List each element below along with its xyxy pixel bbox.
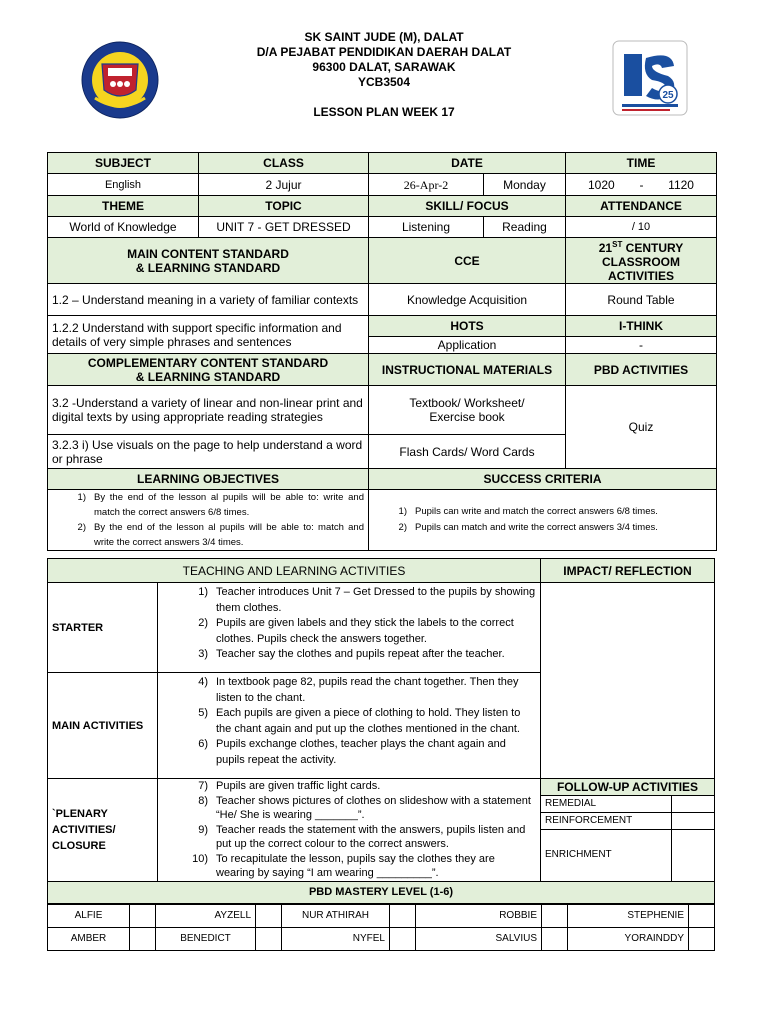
- teaching-activities-header: TEACHING AND LEARNING ACTIVITIES: [48, 559, 541, 583]
- reinforcement-value: [672, 813, 715, 830]
- list-item: 9) Teacher reads the statement with the answers, pupils listen and put up the correct colour to the correct answers.: [198, 823, 526, 850]
- time-value: [566, 174, 717, 196]
- pbd-activities-value: Quiz: [566, 386, 717, 469]
- school-crest-logo: [80, 40, 160, 120]
- pupil-name: NYFEL: [282, 928, 390, 951]
- reinforcement-label: REINFORCEMENT: [541, 813, 672, 830]
- list-item: 5) Each pupils are given a piece of clothing to hold. They listen to the chant again and put up the clothes mentioned in the chant.: [198, 707, 521, 735]
- pupil-mastery-table: [47, 904, 715, 951]
- school-name: SK SAINT JUDE (M), DALAT: [304, 30, 464, 44]
- list-item: 4) In textbook page 82, pupils read the chant together. Then they listen to the chant.: [198, 676, 519, 704]
- list-item: 1) Teacher introduces Unit 7 – Get Dressed to the pupils by showing them clothes.: [198, 586, 536, 614]
- document-title: LESSON PLAN WEEK 17: [313, 105, 455, 119]
- impact-reflection-header: IMPACT/ REFLECTION: [541, 559, 715, 583]
- success-criteria-header: SUCCESS CRITERIA: [369, 469, 717, 490]
- ithink-value: -: [566, 337, 717, 354]
- class-header: CLASS: [199, 153, 369, 174]
- starter-activities: [158, 583, 541, 673]
- list-item: 1) Pupils can write and match the correct answers 6/8 times.: [398, 506, 658, 517]
- pupil-name: SALVIUS: [416, 928, 542, 951]
- main-content-standard-2: 1.2.2 Understand with support specific information and details of very simple phrases and sentences: [48, 316, 369, 354]
- logo-number: 25: [662, 90, 674, 101]
- office-name: D/A PEJABAT PENDIDIKAN DAERAH DALAT: [256, 45, 512, 59]
- pupil-level: [390, 905, 416, 928]
- list-item: 6) Pupils exchange clothes, teacher plays the chant again and pupils repeat the activity.: [198, 738, 506, 766]
- list-item: 2) By the end of the lesson al pupils will be able to: match and write the correct answers 3/4 times.: [77, 522, 364, 548]
- time-header: TIME: [566, 153, 717, 174]
- main-content-standard-1: 1.2 – Understand meaning in a variety of familiar contexts: [48, 284, 369, 316]
- pupil-level: [130, 905, 156, 928]
- followup-activities-header: FOLLOW-UP ACTIVITIES: [541, 779, 715, 796]
- pupil-name: YORAINDDY: [568, 928, 689, 951]
- time-separator: -: [639, 177, 644, 192]
- pupil-level: [256, 928, 282, 951]
- cce-header: CCE: [369, 238, 566, 284]
- complementary-content-standard-1: 3.2 -Understand a variety of linear and non-linear print and digital texts by using appropriate reading strategies: [48, 386, 369, 435]
- table-row: [48, 905, 715, 928]
- pupil-level: [390, 928, 416, 951]
- main-activities-label: MAIN ACTIVITIES: [48, 673, 158, 779]
- topic-header: TOPIC: [199, 196, 369, 217]
- list-item: 10) To recapitulate the lesson, pupils say the clothes they are wearing by saying “I am wearing _________”.: [192, 852, 495, 879]
- complementary-content-standard-2: 3.2.3 i) Use visuals on the page to help understand a word or phrase: [48, 435, 369, 469]
- list-item: 2) Pupils are given labels and they stick the labels to the correct clothes. Pupils check the answers together.: [198, 617, 514, 645]
- day-value: Monday: [484, 174, 566, 196]
- hots-value: Application: [369, 337, 566, 354]
- table-row: [48, 928, 715, 951]
- plenary-label: `PLENARY ACTIVITIES/ CLOSURE: [48, 779, 158, 882]
- date-header: DATE: [369, 153, 566, 174]
- date-value: 26-Apr-2: [369, 174, 484, 196]
- pupil-level: [542, 928, 568, 951]
- pupil-name: AYZELL: [156, 905, 256, 928]
- pupil-level: [130, 928, 156, 951]
- pupil-name: AMBER: [48, 928, 130, 951]
- pupil-name: ALFIE: [48, 905, 130, 928]
- pbd-mastery-header: PBD MASTERY LEVEL (1-6): [48, 881, 715, 903]
- hots-header: HOTS: [369, 316, 566, 337]
- time-end: 1120: [668, 177, 694, 192]
- skill-value-1: Listening: [369, 217, 484, 238]
- pupil-name: STEPHENIE: [568, 905, 689, 928]
- remedial-label: REMEDIAL: [541, 796, 672, 813]
- 21st-century-header: 21ST CENTURY CLASSROOM ACTIVITIES: [566, 238, 717, 284]
- complementary-content-standard-header: COMPLEMENTARY CONTENT STANDARD & LEARNING STANDARD: [48, 354, 369, 386]
- impact-reflection-area: [541, 583, 715, 779]
- pupil-name: ROBBIE: [416, 905, 542, 928]
- instructional-materials-header: INSTRUCTIONAL MATERIALS: [369, 354, 566, 386]
- list-item: 2) Pupils can match and write the correct answers 3/4 times.: [398, 522, 658, 533]
- skill-value-2: Reading: [484, 217, 566, 238]
- list-item: 1) By the end of the lesson al pupils will be able to: write and match the correct answers 6/8 times.: [77, 492, 364, 518]
- list-item: 7) Pupils are given traffic light cards.: [198, 780, 381, 792]
- attendance-header: ATTENDANCE: [566, 196, 717, 217]
- school-address: 96300 DALAT, SARAWAK: [312, 60, 456, 74]
- main-content-standard-header: MAIN CONTENT STANDARD & LEARNING STANDARD: [48, 238, 369, 284]
- learning-objectives-header: LEARNING OBJECTIVES: [48, 469, 369, 490]
- remedial-value: [672, 796, 715, 813]
- enrichment-value: [672, 830, 715, 881]
- instructional-materials-1: Textbook/ Worksheet/ Exercise book: [369, 386, 566, 435]
- pupil-level: [689, 928, 715, 951]
- subject-header: SUBJECT: [48, 153, 199, 174]
- pupil-level: [689, 905, 715, 928]
- lesson-plan-table: [47, 152, 717, 551]
- ithink-header: I-THINK: [566, 316, 717, 337]
- school-code: YCB3504: [357, 75, 411, 89]
- starter-label: STARTER: [48, 583, 158, 673]
- attendance-value: / 10: [566, 217, 717, 238]
- list-item: 3) Teacher say the clothes and pupils repeat after the teacher.: [198, 648, 505, 660]
- pupil-name: BENEDICT: [156, 928, 256, 951]
- cce-value: Knowledge Acquisition: [369, 284, 566, 316]
- subject-value: English: [48, 174, 199, 196]
- pupil-level: [256, 905, 282, 928]
- theme-value: World of Knowledge: [48, 217, 199, 238]
- enrichment-label: ENRICHMENT: [541, 830, 672, 881]
- activities-table: [47, 558, 715, 904]
- topic-value: UNIT 7 - GET DRESSED: [199, 217, 369, 238]
- list-item: 8) Teacher shows pictures of clothes on slideshow with a statement “He/ She is wearing _______”.: [198, 794, 531, 821]
- anniversary-logo: [612, 40, 688, 116]
- plenary-activities: [158, 779, 541, 882]
- success-criteria-list: [369, 490, 717, 551]
- time-start: 1020: [588, 177, 615, 192]
- pupil-name: NUR ATHIRAH: [282, 905, 390, 928]
- pbd-activities-header: PBD ACTIVITIES: [566, 354, 717, 386]
- pupil-level: [542, 905, 568, 928]
- skill-header: SKILL/ FOCUS: [369, 196, 566, 217]
- main-activities: [158, 673, 541, 779]
- 21st-century-value: Round Table: [566, 284, 717, 316]
- class-value: 2 Jujur: [199, 174, 369, 196]
- learning-objectives-list: [48, 490, 369, 551]
- theme-header: THEME: [48, 196, 199, 217]
- instructional-materials-2: Flash Cards/ Word Cards: [369, 435, 566, 469]
